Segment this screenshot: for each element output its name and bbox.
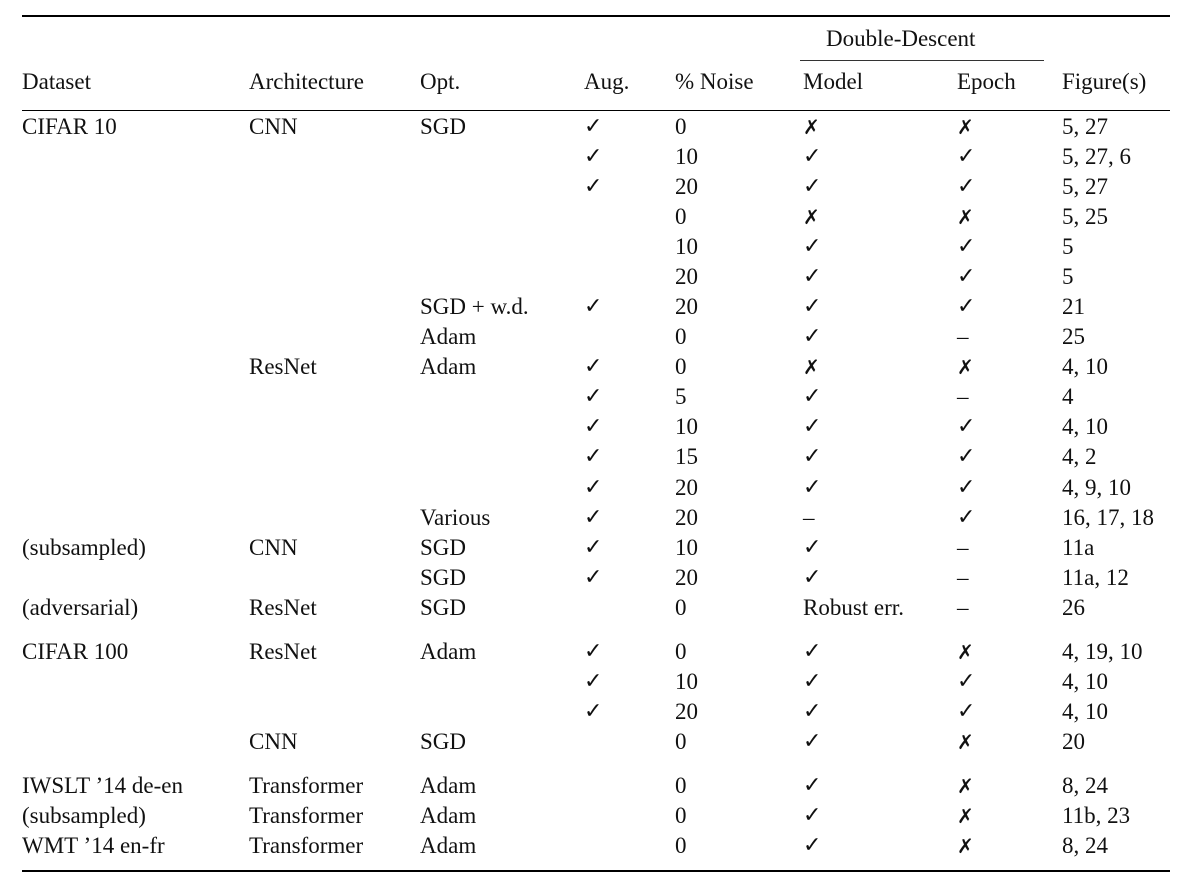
cell-figures: 11b, 23 <box>1062 803 1131 828</box>
dash-mark: – <box>957 595 969 620</box>
cell-architecture: CNN <box>249 114 298 139</box>
cell-dataset: IWSLT ’14 de-en <box>22 773 183 798</box>
cross-icon: ✗ <box>957 834 974 858</box>
check-icon: ✓ <box>584 354 603 379</box>
check-icon: ✓ <box>803 669 822 694</box>
check-icon: ✓ <box>957 669 976 694</box>
cell-optimizer: Adam <box>420 354 477 379</box>
cell-noise-percent: 0 <box>675 729 687 754</box>
cell-dataset: (subsampled) <box>22 803 146 828</box>
cell-noise-percent: 0 <box>675 833 687 858</box>
cell-noise-percent: 0 <box>675 324 687 349</box>
cell-figures: 4, 9, 10 <box>1062 475 1131 500</box>
cell-architecture: ResNet <box>249 595 317 620</box>
cross-icon: ✗ <box>957 205 974 229</box>
cross-icon: ✗ <box>957 355 974 379</box>
cross-icon: ✗ <box>803 205 820 229</box>
check-icon: ✓ <box>957 475 976 500</box>
cell-figures: 4, 10 <box>1062 699 1108 724</box>
cell-optimizer: Adam <box>420 833 477 858</box>
cell-model-dd: Robust err. <box>803 595 904 620</box>
check-icon: ✓ <box>803 444 822 469</box>
check-icon: ✓ <box>803 324 822 349</box>
check-icon: ✓ <box>803 535 822 560</box>
cross-icon: ✗ <box>957 730 974 754</box>
check-icon: ✓ <box>584 294 603 319</box>
cell-figures: 5, 25 <box>1062 204 1108 229</box>
cell-noise-percent: 20 <box>675 565 698 590</box>
check-icon: ✓ <box>803 565 822 590</box>
cell-architecture: CNN <box>249 535 298 560</box>
cell-dataset: (subsampled) <box>22 535 146 560</box>
cell-figures: 26 <box>1062 595 1085 620</box>
header-noise-percent: % Noise <box>675 69 754 94</box>
cell-figures: 5, 27, 6 <box>1062 144 1131 169</box>
check-icon: ✓ <box>803 803 822 828</box>
check-icon: ✓ <box>957 505 976 530</box>
cell-noise-percent: 0 <box>675 354 687 379</box>
check-icon: ✓ <box>584 639 603 664</box>
check-icon: ✓ <box>584 444 603 469</box>
cross-icon: ✗ <box>803 115 820 139</box>
cell-noise-percent: 10 <box>675 144 698 169</box>
cell-noise-percent: 20 <box>675 699 698 724</box>
cell-optimizer: SGD <box>420 565 467 590</box>
header-model-dd: Model <box>803 69 864 94</box>
cross-icon: ✗ <box>803 355 820 379</box>
cell-figures: 4 <box>1062 384 1074 409</box>
cell-figures: 11a <box>1062 535 1095 560</box>
cell-figures: 5 <box>1062 264 1074 289</box>
check-icon: ✓ <box>803 699 822 724</box>
top-rule <box>22 15 1170 17</box>
cell-architecture: ResNet <box>249 639 317 664</box>
cell-figures: 4, 2 <box>1062 444 1097 469</box>
cell-optimizer: Adam <box>420 773 477 798</box>
check-icon: ✓ <box>584 669 603 694</box>
cell-figures: 8, 24 <box>1062 773 1108 798</box>
cell-figures: 4, 19, 10 <box>1062 639 1143 664</box>
dash-mark: – <box>803 505 815 530</box>
cell-figures: 25 <box>1062 324 1085 349</box>
cell-noise-percent: 15 <box>675 444 698 469</box>
check-icon: ✓ <box>803 144 822 169</box>
cell-optimizer: Adam <box>420 324 477 349</box>
cell-architecture: Transformer <box>249 803 364 828</box>
cell-noise-percent: 0 <box>675 803 687 828</box>
cell-noise-percent: 0 <box>675 639 687 664</box>
cell-figures: 11a, 12 <box>1062 565 1129 590</box>
cell-figures: 20 <box>1062 729 1085 754</box>
cell-noise-percent: 0 <box>675 773 687 798</box>
check-icon: ✓ <box>584 699 603 724</box>
cell-noise-percent: 20 <box>675 174 698 199</box>
dash-mark: – <box>957 565 969 590</box>
cell-noise-percent: 20 <box>675 475 698 500</box>
cell-noise-percent: 20 <box>675 505 698 530</box>
cell-noise-percent: 10 <box>675 414 698 439</box>
cell-optimizer: Adam <box>420 803 477 828</box>
cell-figures: 16, 17, 18 <box>1062 505 1154 530</box>
cell-architecture: Transformer <box>249 773 364 798</box>
cell-noise-percent: 20 <box>675 294 698 319</box>
cell-architecture: CNN <box>249 729 298 754</box>
check-icon: ✓ <box>584 384 603 409</box>
check-icon: ✓ <box>803 833 822 858</box>
header-dataset: Dataset <box>22 69 91 94</box>
cell-optimizer: SGD <box>420 729 467 754</box>
check-icon: ✓ <box>584 144 603 169</box>
check-icon: ✓ <box>803 264 822 289</box>
cell-dataset: CIFAR 100 <box>22 639 129 664</box>
cell-figures: 4, 10 <box>1062 669 1108 694</box>
cell-optimizer: SGD <box>420 114 467 139</box>
header-epoch-dd: Epoch <box>957 69 1016 94</box>
check-icon: ✓ <box>803 475 822 500</box>
check-icon: ✓ <box>584 505 603 530</box>
cross-icon: ✗ <box>957 640 974 664</box>
check-icon: ✓ <box>957 444 976 469</box>
header-architecture: Architecture <box>249 69 364 94</box>
cell-dataset: WMT ’14 en-fr <box>22 833 165 858</box>
check-icon: ✓ <box>803 729 822 754</box>
group-header-underline <box>800 60 1044 61</box>
check-icon: ✓ <box>957 174 976 199</box>
cell-architecture: Transformer <box>249 833 364 858</box>
cell-dataset: CIFAR 10 <box>22 114 117 139</box>
bottom-rule <box>22 870 1170 872</box>
cell-figures: 4, 10 <box>1062 354 1108 379</box>
cross-icon: ✗ <box>957 774 974 798</box>
cell-noise-percent: 5 <box>675 384 687 409</box>
check-icon: ✓ <box>957 264 976 289</box>
header-figures: Figure(s) <box>1062 69 1147 94</box>
cell-figures: 8, 24 <box>1062 833 1108 858</box>
check-icon: ✓ <box>584 414 603 439</box>
check-icon: ✓ <box>584 535 603 560</box>
check-icon: ✓ <box>584 475 603 500</box>
check-icon: ✓ <box>803 234 822 259</box>
cell-optimizer: SGD <box>420 595 467 620</box>
cell-noise-percent: 0 <box>675 204 687 229</box>
check-icon: ✓ <box>803 639 822 664</box>
cell-figures: 4, 10 <box>1062 414 1108 439</box>
cell-noise-percent: 0 <box>675 595 687 620</box>
check-icon: ✓ <box>803 773 822 798</box>
cell-optimizer: Various <box>420 505 491 530</box>
check-icon: ✓ <box>584 565 603 590</box>
cell-noise-percent: 10 <box>675 234 698 259</box>
cell-figures: 5 <box>1062 234 1074 259</box>
cell-architecture: ResNet <box>249 354 317 379</box>
cell-noise-percent: 20 <box>675 264 698 289</box>
cell-optimizer: Adam <box>420 639 477 664</box>
check-icon: ✓ <box>803 414 822 439</box>
cell-optimizer: SGD + w.d. <box>420 294 529 319</box>
check-icon: ✓ <box>803 174 822 199</box>
cell-noise-percent: 0 <box>675 114 687 139</box>
check-icon: ✓ <box>957 699 976 724</box>
check-icon: ✓ <box>957 234 976 259</box>
check-icon: ✓ <box>584 174 603 199</box>
dash-mark: – <box>957 324 969 349</box>
header-optimizer: Opt. <box>420 69 461 94</box>
dash-mark: – <box>957 535 969 560</box>
check-icon: ✓ <box>957 414 976 439</box>
cell-dataset: (adversarial) <box>22 595 139 620</box>
check-icon: ✓ <box>803 294 822 319</box>
cross-icon: ✗ <box>957 804 974 828</box>
cell-optimizer: SGD <box>420 535 467 560</box>
cell-figures: 5, 27 <box>1062 114 1108 139</box>
cell-figures: 5, 27 <box>1062 174 1108 199</box>
header-augmentation: Aug. <box>584 69 630 94</box>
check-icon: ✓ <box>803 384 822 409</box>
cross-icon: ✗ <box>957 115 974 139</box>
cell-figures: 21 <box>1062 294 1085 319</box>
cell-noise-percent: 10 <box>675 669 698 694</box>
check-icon: ✓ <box>957 144 976 169</box>
check-icon: ✓ <box>957 294 976 319</box>
check-icon: ✓ <box>584 114 603 139</box>
cell-noise-percent: 10 <box>675 535 698 560</box>
header-rule <box>22 110 1170 111</box>
double-descent-group-header: Double-Descent <box>826 26 976 51</box>
dash-mark: – <box>957 384 969 409</box>
